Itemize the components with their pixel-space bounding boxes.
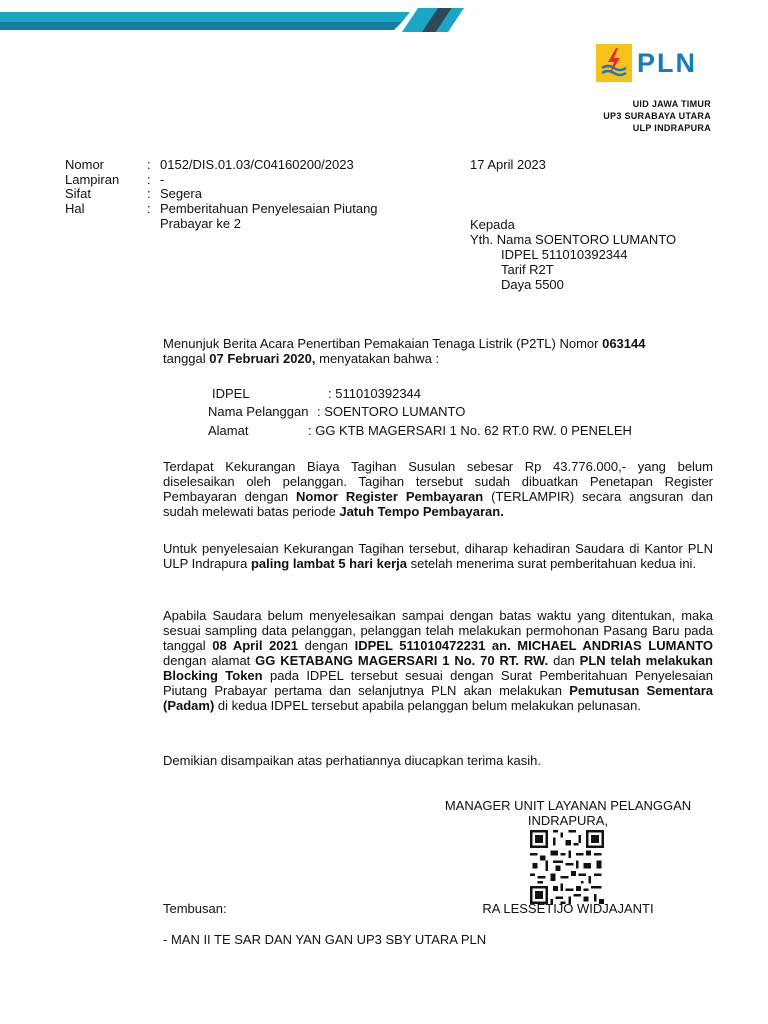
- meta-value: Segera: [160, 186, 202, 201]
- para-text: pada IDPEL tersebut sesuai dengan Surat Pemberitahuan Penyelesaian Piutang Prabayar pertama dan selanjutnya PLN akan melakukan: [163, 668, 713, 698]
- meta-label: Lampiran: [65, 172, 120, 187]
- para-bold: PLN telah melakukan Blocking Token: [163, 653, 713, 683]
- para-text: Terdapat Kekurangan Biaya Tagihan Susulan sebesar Rp 43.776.000,- yang belum diselesaikan oleh pelanggan. Tagihan tersebut sudah dibuatkan Penetapan Register Pembayaran dengan: [163, 459, 713, 504]
- paragraph-penyelesaian: [163, 541, 713, 571]
- para-bold: Nomor Register Pembayaran: [296, 489, 484, 504]
- logo-text: PLN: [637, 48, 697, 78]
- field-value: : 511010392344: [328, 386, 422, 401]
- unit-line: ULP INDRAPURA: [632, 123, 711, 133]
- para-text: di kedua IDPEL tersebut apabila pelanggan belum melakukan pelunasan.: [214, 698, 641, 713]
- field-label: IDPEL: [212, 386, 250, 401]
- paragraph-pemutusan: [163, 608, 713, 713]
- para-text: setelah menerima surat pemberitahuan kedua ini.: [407, 556, 697, 571]
- meta-label: Hal: [65, 201, 85, 216]
- closing-text: Demikian disampaikan atas perhatiannya diucapkan terima kasih.: [163, 753, 541, 768]
- para-text: dan: [548, 653, 580, 668]
- recipient-block: [470, 217, 676, 292]
- recipient-tarif: Tarif R2T: [501, 262, 554, 277]
- qr-code-icon: [530, 830, 604, 904]
- tembusan-item: - MAN II TE SAR DAN YAN GAN UP3 SBY UTARA PLN: [163, 932, 487, 947]
- meta-label: Sifat: [65, 186, 92, 201]
- intro-nomor: 063144: [602, 336, 646, 351]
- recipient-kepada: Kepada: [470, 217, 515, 232]
- meta-value: 0152/DIS.01.03/C04160200/2023: [160, 157, 354, 172]
- meta-value: -: [160, 172, 165, 187]
- field-idpel: [212, 386, 422, 402]
- recipient-name: Nama SOENTORO LUMANTO: [496, 232, 677, 247]
- meta-sep: :: [147, 157, 151, 172]
- intro-text: Menunjuk Berita Acara Penertiban Pemakaian Tenaga Listrik (P2TL) Nomor: [163, 336, 603, 351]
- field-nama-pelanggan: [208, 404, 466, 420]
- pln-logo: [596, 44, 712, 84]
- para-text: dengan alamat: [163, 653, 256, 668]
- header-stripe-banner: [0, 0, 768, 40]
- meta-sep: :: [147, 201, 151, 216]
- para-bold: Jatuh Tempo Pembayaran.: [339, 504, 504, 519]
- meta-label: Nomor: [65, 157, 105, 172]
- field-alamat: [208, 423, 632, 439]
- para-bold: 08 April 2021: [212, 638, 298, 653]
- para-bold: GG KETABANG MAGERSARI 1 No. 70 RT. RW.: [255, 653, 549, 668]
- signature-title: [430, 798, 706, 828]
- signature-title-line: INDRAPURA,: [527, 813, 609, 828]
- intro-tanggal: 07 Februari 2020,: [209, 351, 316, 366]
- intro-text: tanggal: [163, 351, 210, 366]
- field-label: Nama Pelanggan: [208, 404, 309, 419]
- recipient-daya: Daya 5500: [501, 277, 564, 292]
- meta-value: Pemberitahuan Penyelesaian Piutang: [160, 201, 378, 216]
- intro-paragraph: [163, 336, 713, 366]
- recipient-idpel: IDPEL 511010392344: [501, 247, 628, 262]
- letter-date: 17 April 2023: [470, 157, 546, 172]
- recipient-yth: Yth.: [470, 232, 494, 247]
- pln-lightning-icon: [596, 44, 632, 82]
- para-bold: IDPEL 511010472231 an. MICHAEL ANDRIAS LUMANTO: [354, 638, 714, 653]
- paragraph-tagihan: [163, 459, 713, 519]
- para-text: dengan: [298, 638, 355, 653]
- field-value: : GG KTB MAGERSARI 1 No. 62 RT.0 RW. 0 PENELEH: [308, 423, 632, 438]
- unit-address: [603, 98, 711, 134]
- para-bold: paling lambat 5 hari kerja: [250, 556, 407, 571]
- field-value: : SOENTORO LUMANTO: [317, 404, 466, 419]
- unit-line: UID JAWA TIMUR: [632, 99, 711, 109]
- signatory-name: RA LESSETIJO WIDJAJANTI: [482, 901, 654, 916]
- para-bold: Pemutusan Sementara (Padam): [163, 683, 713, 713]
- meta-value: Prabayar ke 2: [160, 216, 241, 231]
- field-label: Alamat: [208, 423, 249, 438]
- signature-title-line: MANAGER UNIT LAYANAN PELANGGAN: [444, 798, 692, 813]
- meta-sep: :: [147, 172, 151, 187]
- para-text: Untuk penyelesaian Kekurangan Tagihan tersebut, diharap kehadiran Saudara di Kantor PLN ULP Indrapura: [163, 541, 713, 571]
- para-text: Apabila Saudara belum menyelesaikan sampai dengan batas waktu yang ditentukan, maka sesuai sampling data pelanggan, pelanggan telah melakukan permohonan Pasang Baru pada tanggal: [163, 608, 713, 653]
- intro-text: menyatakan bahwa :: [315, 351, 440, 366]
- meta-sep: :: [147, 186, 151, 201]
- para-text: (TERLAMPIR) secara angsuran dan sudah melewati batas periode: [163, 489, 713, 519]
- unit-line: UP3 SURABAYA UTARA: [603, 111, 711, 121]
- tembusan-label: Tembusan:: [163, 901, 227, 916]
